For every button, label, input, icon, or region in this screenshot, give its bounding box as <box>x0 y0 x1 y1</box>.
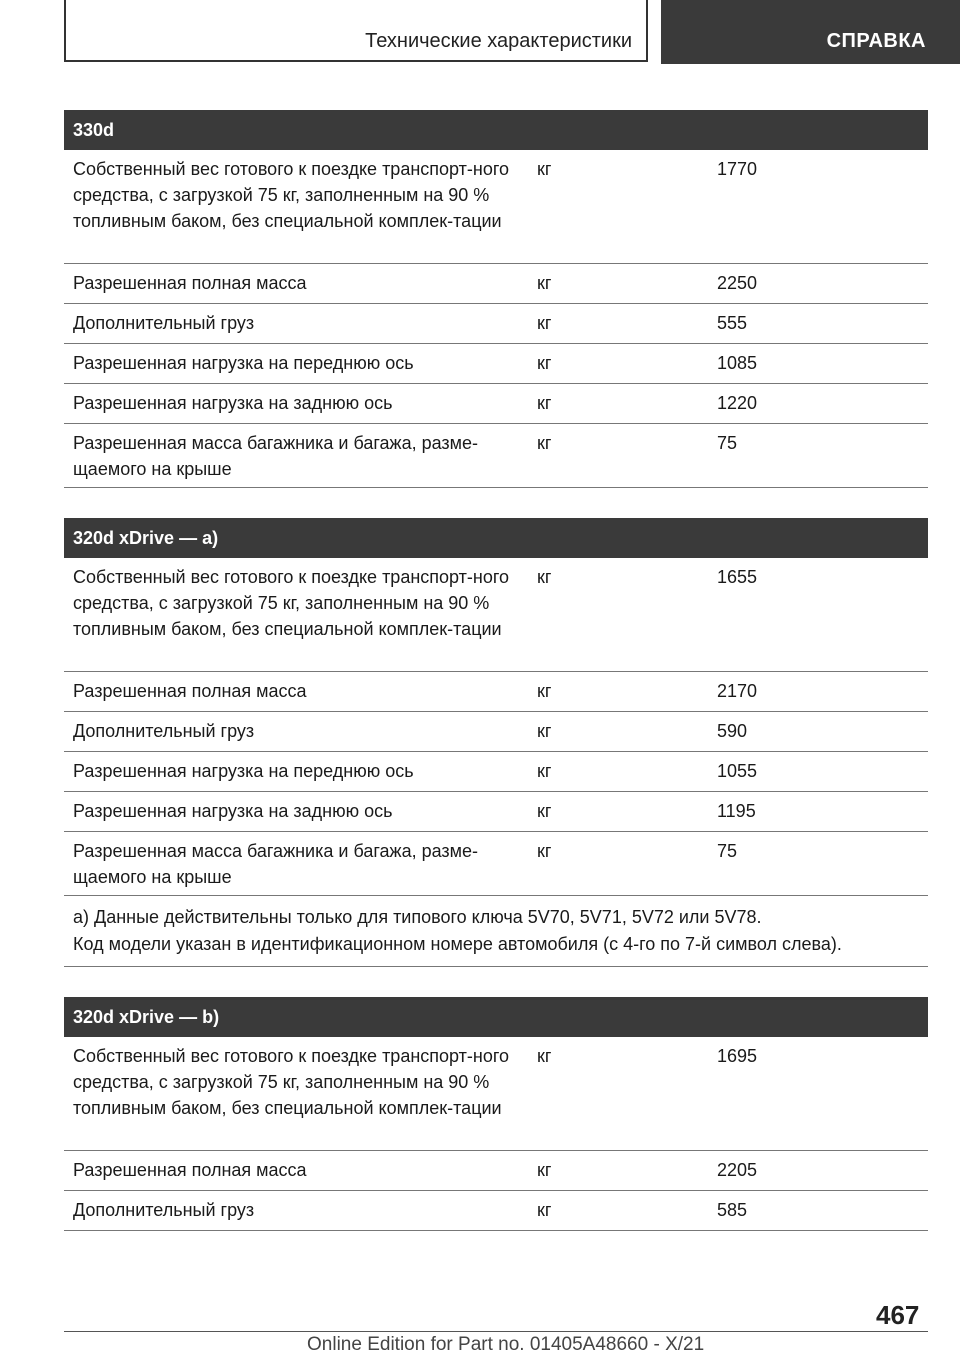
row-value: 1220 <box>717 393 758 413</box>
table-row <box>64 672 928 712</box>
row-label: Дополнительный груз <box>73 721 255 741</box>
footnote-line: a) Данные действительны только для типового ключа 5V70, 5V71, 5V72 или 5V78. <box>73 907 762 927</box>
row-unit: кг <box>537 567 552 587</box>
footnote-line: Код модели указан в идентификационном номере автомобиля (с 4-го по 7-й символ слева). <box>73 934 842 954</box>
row-label: Собственный вес готового к поездке транспорт-ного средства, с загрузкой 75 кг, заполненным на 90 % топливным баком, без специальной комплек-тации <box>73 1046 510 1118</box>
spec-table-330d <box>64 110 928 488</box>
table-footnote <box>64 896 928 967</box>
row-label: Разрешенная нагрузка на переднюю ось <box>73 761 414 781</box>
edition-note: Online Edition for Part no. 01405A48660 - X/21 <box>307 1334 705 1355</box>
row-label: Разрешенная полная масса <box>73 1160 307 1180</box>
table-row <box>64 150 928 264</box>
table-row <box>64 1037 928 1151</box>
row-unit: кг <box>537 313 552 333</box>
row-value: 585 <box>717 1200 748 1220</box>
row-unit: кг <box>537 721 552 741</box>
row-unit: кг <box>537 801 552 821</box>
table-row <box>64 558 928 672</box>
table-row <box>64 792 928 832</box>
row-label: Разрешенная полная масса <box>73 681 307 701</box>
row-value: 555 <box>717 313 748 333</box>
row-label: Разрешенная нагрузка на переднюю ось <box>73 353 414 373</box>
header-section-tab <box>661 0 960 64</box>
row-value: 1770 <box>717 159 758 179</box>
spec-table-320d-xdrive-a <box>64 518 928 967</box>
row-label: Разрешенная масса багажника и багажа, разме-щаемого на крыше <box>73 433 479 479</box>
table-row <box>64 832 928 896</box>
row-value: 2250 <box>717 273 758 293</box>
spec-table-title: 330d <box>64 110 928 150</box>
row-label: Дополнительный груз <box>73 313 255 333</box>
row-label: Разрешенная полная масса <box>73 273 307 293</box>
row-unit: кг <box>537 433 552 453</box>
table-row <box>64 1151 928 1191</box>
row-unit: кг <box>537 681 552 701</box>
row-unit: кг <box>537 273 552 293</box>
row-value: 2170 <box>717 681 758 701</box>
header-chapter-box <box>64 0 648 62</box>
row-label: Разрешенная масса багажника и багажа, разме-щаемого на крыше <box>73 841 479 887</box>
table-row <box>64 752 928 792</box>
footer-divider <box>64 1331 928 1332</box>
row-value: 1695 <box>717 1046 758 1066</box>
spec-table-320d-xdrive-b <box>64 997 928 1231</box>
row-unit: кг <box>537 841 552 861</box>
table-row <box>64 264 928 304</box>
row-value: 1055 <box>717 761 758 781</box>
row-value: 2205 <box>717 1160 758 1180</box>
header-chapter-title: Технические характеристики <box>365 30 632 52</box>
table-row <box>64 304 928 344</box>
row-value: 1195 <box>717 801 756 821</box>
row-value: 1655 <box>717 567 758 587</box>
row-value: 75 <box>717 433 738 453</box>
table-row <box>64 1191 928 1231</box>
row-label: Разрешенная нагрузка на заднюю ось <box>73 801 393 821</box>
row-unit: кг <box>537 393 552 413</box>
row-unit: кг <box>537 159 552 179</box>
table-row <box>64 424 928 488</box>
spec-table-title: 320d xDrive — b) <box>64 997 928 1037</box>
spec-table-title: 320d xDrive — a) <box>64 518 928 558</box>
row-value: 590 <box>717 721 748 741</box>
row-label: Дополнительный груз <box>73 1200 255 1220</box>
page-number: 467 <box>876 1300 920 1330</box>
header-section-title: СПРАВКА <box>826 30 926 52</box>
row-label: Разрешенная нагрузка на заднюю ось <box>73 393 393 413</box>
table-row <box>64 344 928 384</box>
table-row <box>64 712 928 752</box>
row-value: 1085 <box>717 353 758 373</box>
row-label: Собственный вес готового к поездке транспорт-ного средства, с загрузкой 75 кг, заполненным на 90 % топливным баком, без специальной комплек-тации <box>73 159 510 231</box>
row-label: Собственный вес готового к поездке транспорт-ного средства, с загрузкой 75 кг, заполненным на 90 % топливным баком, без специальной комплек-тации <box>73 567 510 639</box>
table-row <box>64 384 928 424</box>
row-unit: кг <box>537 1046 552 1066</box>
row-unit: кг <box>537 353 552 373</box>
row-unit: кг <box>537 1200 552 1220</box>
row-unit: кг <box>537 761 552 781</box>
row-unit: кг <box>537 1160 552 1180</box>
row-value: 75 <box>717 841 738 861</box>
